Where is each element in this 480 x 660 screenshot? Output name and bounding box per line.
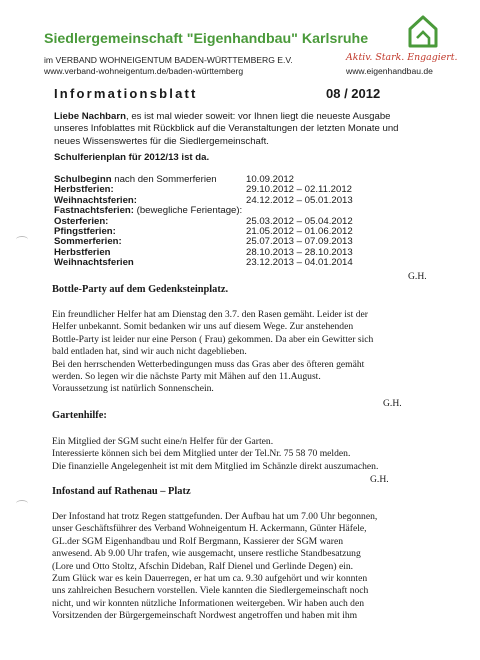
paragraph-line: Der Infostand hat trotz Regen stattgefunden. Der Aufbau hat um 7.00 Uhr begonnen, — [52, 511, 378, 522]
greeting: Liebe Nachbarn — [54, 111, 126, 122]
organization-title: Siedlergemeinschaft "Eigenhandbau" Karlsruhe — [44, 31, 369, 47]
holiday-dates: 21.05.2012 – 01.06.2012 — [246, 225, 353, 237]
holiday-label: Pfingstferien: — [54, 225, 116, 237]
holiday-label-note: (bewegliche Ferientage): — [133, 205, 243, 217]
paragraph-line: werden. So legen wir die nächste Party mit Mähen auf den 11.August. — [52, 370, 321, 382]
punch-hole-mark — [16, 236, 28, 243]
holiday-label-note: nach den Sommerferien — [111, 174, 217, 185]
paragraph-line: anwesend. Ab 9.00 Uhr trafen, wie ausgemacht, unsere restliche Standbesatzung — [52, 548, 361, 560]
holiday-row — [54, 258, 394, 268]
paragraph-line: Zum Glück war es kein Dauerregen, er hat um ca. 9.30 aufgehört und wir konnten — [52, 572, 368, 584]
slogan: Aktiv. Stark. Engagiert. — [346, 52, 458, 63]
holiday-dates: 23.12.2013 – 04.01.2014 — [246, 257, 353, 269]
paragraph-line: GL.der SGM Eigenhandbau und Rolf Bergmann, Kassierer der SGM waren — [52, 535, 344, 547]
website-url: www.eigenhandbau.de — [346, 66, 433, 76]
signature-garden-help: G.H. — [370, 474, 389, 485]
paragraph-line: Ein Mitglied der SGM sucht eine/n Helfer für der Garten. — [52, 436, 274, 447]
holiday-label: Herbstferien: — [54, 184, 114, 196]
paragraph-line: unser Geschäftsführer des Verband Wohneigentum H. Ackermann, Günter Häfele, — [52, 523, 367, 535]
punch-hole-mark — [16, 500, 28, 507]
paragraph-line: Interessierte können sich bei dem Mitglied unter der Tel.Nr. 75 58 70 melden. — [52, 448, 351, 460]
paragraph-line: Bottle-Party ist leider nur eine Person ( Frau) gekommen. Da aber ein Gewitter sich — [52, 333, 374, 345]
holiday-label: Fastnachtsferien: — [54, 205, 134, 217]
intro-line: unseres Infoblattes mit Rückblick auf die Veranstaltungen der letzten Monate und — [54, 123, 399, 135]
holiday-label: Osterferien: — [54, 215, 109, 227]
paragraph-line: uns zahlreichen Besuchern vorstellen. Viele kannten die Siedlergemeinschaft noch — [52, 585, 369, 597]
school-holidays-title: Schulferienplan für 2012/13 ist da. — [54, 152, 210, 163]
paragraph-line: Helfer unbekannt. Somit bedanken wir uns auf diesem Wege. Zur anstehenden — [52, 321, 354, 333]
holiday-dates: 25.07.2013 – 07.09.2013 — [246, 236, 353, 248]
intro-paragraph — [54, 111, 424, 148]
issue-number: 08 / 2012 — [326, 86, 381, 101]
page-title: Informationsblatt — [54, 86, 198, 101]
section-title-bottle-party: Bottle-Party auf dem Gedenksteinplatz. — [52, 284, 229, 295]
intro-line: , es ist mal wieder soweit: vor Ihnen liegt die neueste Ausgabe — [125, 111, 391, 122]
paragraph-line: Voraussetzung ist natürlich Sonnenschein. — [52, 383, 214, 395]
paragraph-line: Ein freundlicher Helfer hat am Dienstag den 3.7. den Rasen gemäht. Leider ist der — [52, 309, 368, 320]
holiday-label: Sommerferien: — [54, 236, 122, 248]
signature-bottle-party: G.H. — [383, 398, 402, 409]
school-holidays-table — [54, 175, 394, 269]
holiday-dates: 29.10.2012 – 02.11.2012 — [246, 184, 352, 196]
house-logo-icon — [408, 14, 438, 48]
section-title-garden-help: Gartenhilfe: — [52, 410, 107, 421]
paragraph-line: Vorsitzenden der Bürgergemeinschaft Nordwest angetroffen und haben mit ihm — [52, 610, 358, 622]
paragraph-bottle-party — [52, 309, 412, 396]
holiday-dates: 24.12.2012 – 05.01.2013 — [246, 194, 353, 206]
paragraph-line: Die finanzielle Angelegenheit ist mit dem Mitglied im Schänzle direkt auszumachen. — [52, 460, 379, 472]
paragraph-line: bald entladen hat, sind wir auch nicht dageblieben. — [52, 346, 247, 358]
paragraph-line: nicht, und wir konnten nützliche Informationen weitergeben. Wir haben auch den — [52, 597, 365, 609]
holiday-dates: 28.10.2013 – 28.10.2013 — [246, 246, 353, 258]
signature-school-holidays: G.H. — [408, 271, 427, 282]
paragraph-line: (Lore und Otto Stoltz, Afschin Dideban, Ralf Dienel und Gerlinde Degen) ein. — [52, 560, 354, 572]
holiday-label: Schulbeginn — [54, 174, 112, 185]
association-url: www.verband-wohneigentum.de/baden-württemberg — [44, 66, 244, 76]
paragraph-garden-help — [52, 436, 412, 473]
holiday-label: Weihnachtsferien — [54, 257, 134, 269]
holiday-dates: 10.09.2012 — [246, 174, 295, 185]
holiday-label: Weihnachtsferien: — [54, 194, 137, 206]
section-title-info-stand: Infostand auf Rathenau – Platz — [52, 486, 191, 497]
paragraph-info-stand — [52, 511, 412, 623]
association-name: im VERBAND WOHNEIGENTUM BADEN-WÜRTTEMBERG E.V. — [44, 55, 293, 65]
intro-line: neues Wissenswertes für die Siedlergemeinschaft. — [54, 135, 269, 147]
holiday-label: Herbstferien — [54, 246, 111, 258]
paragraph-line: Bei den herrschenden Wetterbedingungen muss das Gras aber des öfteren gemäht — [52, 358, 365, 370]
holiday-dates: 25.03.2012 – 05.04.2012 — [246, 215, 353, 227]
